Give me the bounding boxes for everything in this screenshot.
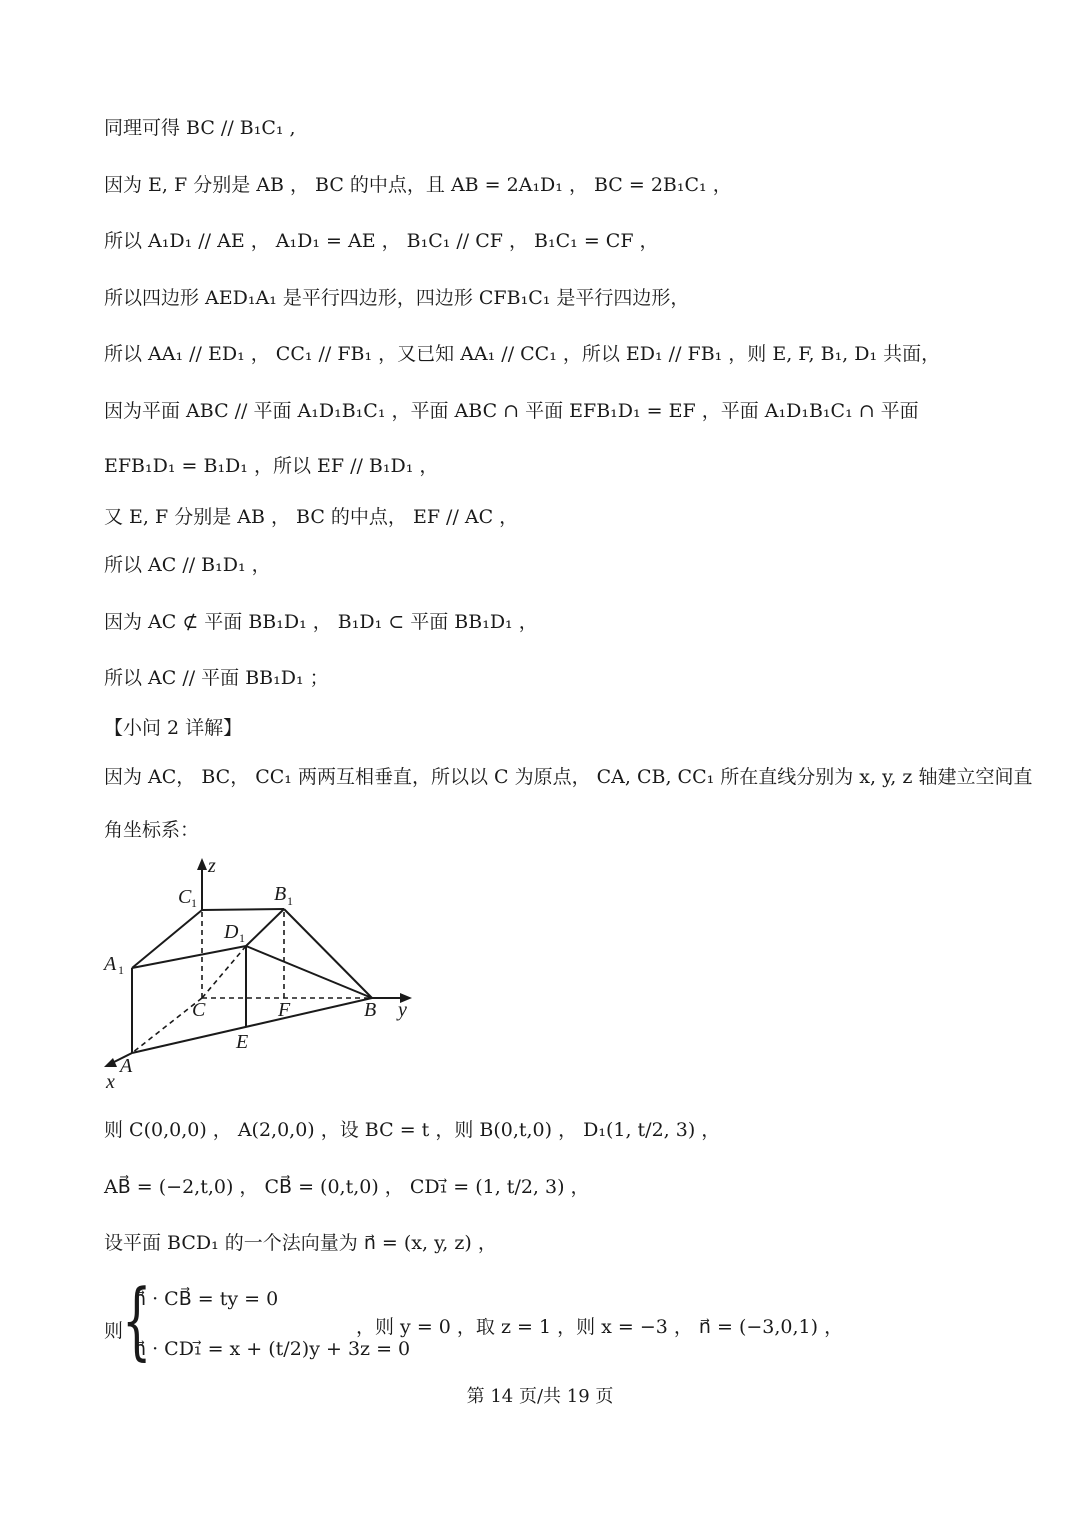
- edge-C1-B1: [202, 909, 284, 910]
- text-line-4: 所以四边形 AED₁A₁ 是平行四边形，四边形 CFB₁C₁ 是平行四边形，: [104, 287, 690, 309]
- label-B1: B: [274, 883, 287, 905]
- label-B1-sub: 1: [287, 894, 293, 908]
- label-C: C: [192, 999, 206, 1021]
- system-eq1: n⃗ · CB⃗ = ty = 0: [134, 1288, 279, 1310]
- coordinate-figure: [98, 848, 428, 1096]
- text-line-5: 所以 AA₁ // ED₁ ， CC₁ // FB₁ ，又已知 AA₁ // CC₁ ，所以 ED₁ // FB₁ ，则 E, F, B₁, D₁ 共面，: [104, 343, 941, 365]
- label-y: y: [398, 999, 407, 1021]
- label-B: B: [364, 999, 377, 1021]
- edge-A1-D1: [132, 946, 246, 968]
- label-E: E: [236, 1031, 249, 1053]
- label-A1-sub: 1: [118, 963, 124, 977]
- label-D1-sub: 1: [239, 931, 245, 945]
- edge-D1-B1: [246, 909, 284, 946]
- label-F: F: [278, 999, 291, 1021]
- page-footer: 第 14 页/共 19 页: [466, 1386, 614, 1407]
- text-line-9: 所以 AC // B₁D₁ ，: [104, 554, 271, 576]
- text-line-3: 所以 A₁D₁ // AE ， A₁D₁ = AE ， B₁C₁ // CF ， B₁C₁ = CF ，: [104, 230, 659, 252]
- section-heading: 【小问 2 详解】: [104, 717, 243, 739]
- label-x: x: [106, 1071, 115, 1093]
- text-line-6: 因为平面 ABC // 平面 A₁D₁B₁C₁ ，平面 ABC ∩ 平面 EFB₁D₁ = EF ，平面 A₁D₁B₁C₁ ∩ 平面: [104, 400, 919, 422]
- label-A1: A: [104, 953, 117, 975]
- edge-A1-C1: [132, 910, 202, 968]
- system-prefix: 则: [104, 1320, 124, 1342]
- text-line-17: 设平面 BCD₁ 的一个法向量为 n⃗ = (x, y, z) ，: [104, 1232, 497, 1254]
- text-line-10: 因为 AC ⊄ 平面 BB₁D₁ ， B₁D₁ ⊂ 平面 BB₁D₁ ，: [104, 611, 538, 633]
- text-line-16: AB⃗ = (−2,t,0) ， CB⃗ = (0,t,0) ， CD₁⃗ = (1, t/2, 3) ，: [104, 1176, 590, 1198]
- label-C1-sub: 1: [191, 896, 197, 910]
- label-D1: D: [224, 921, 239, 943]
- edge-A-B: [132, 998, 372, 1053]
- edge-B1-B: [284, 909, 372, 998]
- text-line-8: 又 E, F 分别是 AB ， BC 的中点， EF // AC ，: [104, 506, 519, 528]
- label-z: z: [208, 855, 216, 877]
- text-line-7: EFB₁D₁ = B₁D₁ ，所以 EF // B₁D₁ ，: [104, 455, 439, 477]
- system-brace: {: [122, 1271, 152, 1369]
- text-line-1: 同理可得 BC // B₁C₁ ,: [104, 117, 296, 139]
- edge-D1-B: [246, 946, 372, 998]
- text-line-14: 角坐标系：: [104, 819, 200, 841]
- arrow-z: [197, 858, 207, 870]
- text-line-2: 因为 E, F 分别是 AB ， BC 的中点，且 AB = 2A₁D₁ ， BC = 2B₁C₁ ，: [104, 174, 732, 196]
- label-C1: C: [178, 886, 192, 908]
- system-result: ，则 y = 0 ，取 z = 1 ，则 x = −3 ， n⃗ = (−3,0,1) ，: [356, 1316, 844, 1338]
- text-line-11: 所以 AC // 平面 BB₁D₁ ；: [104, 667, 329, 689]
- text-line-15: 则 C(0,0,0) ， A(2,0,0) ，设 BC = t ，则 B(0,t,0) ， D₁(1, t/2, 3) ，: [104, 1119, 721, 1141]
- text-line-13: 因为 AC， BC， CC₁ 两两互相垂直，所以以 C 为原点， CA, CB, CC₁ 所在直线分别为 x, y, z 轴建立空间直: [104, 766, 1033, 788]
- label-A: A: [120, 1055, 133, 1077]
- system-eq2: n⃗ · CD₁⃗ = x + (t/2)y + 3z = 0: [134, 1338, 411, 1360]
